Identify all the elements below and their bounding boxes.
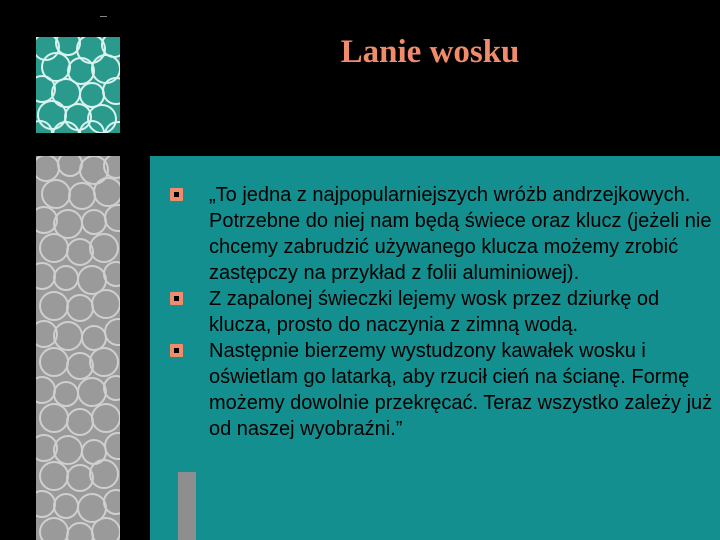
square-bullet-icon: [170, 344, 183, 357]
bullet-item: [170, 338, 715, 442]
content-panel: [150, 156, 720, 540]
square-bullet-icon: [170, 292, 183, 305]
bullet-item: [170, 286, 715, 338]
bullet-text: „To jedna z najpopularniejszych wróżb andrzejkowych. Potrzebne do niej nam będą świece oraz klucz (jeżeli nie chcemy zabrudzić używanego klucza możemy zrobić zastępczy na przykład z folii aluminiowej).: [209, 184, 712, 284]
bullet-text: Następnie bierzemy wystudzony kawałek wosku i oświetlam go latarką, aby rzucił cień na ścianę. Formę możemy dowolnie przekręcać. Teraz wszystko zależy już od naszej wyobraźni.”: [209, 340, 713, 440]
slide-title: Lanie wosku: [340, 34, 520, 70]
bullet-list: [170, 182, 715, 442]
top-dash: [100, 16, 107, 17]
square-bullet-icon: [170, 188, 183, 201]
decorative-bar: [178, 472, 196, 540]
bullet-text: Z zapalonej świeczki lejemy wosk przez dziurkę od klucza, prosto do naczynia z zimną wodą.: [209, 288, 660, 336]
bullet-item: [170, 182, 715, 286]
decorative-circles-panel-top: [36, 37, 120, 133]
decorative-circles-panel-left: [36, 156, 120, 540]
